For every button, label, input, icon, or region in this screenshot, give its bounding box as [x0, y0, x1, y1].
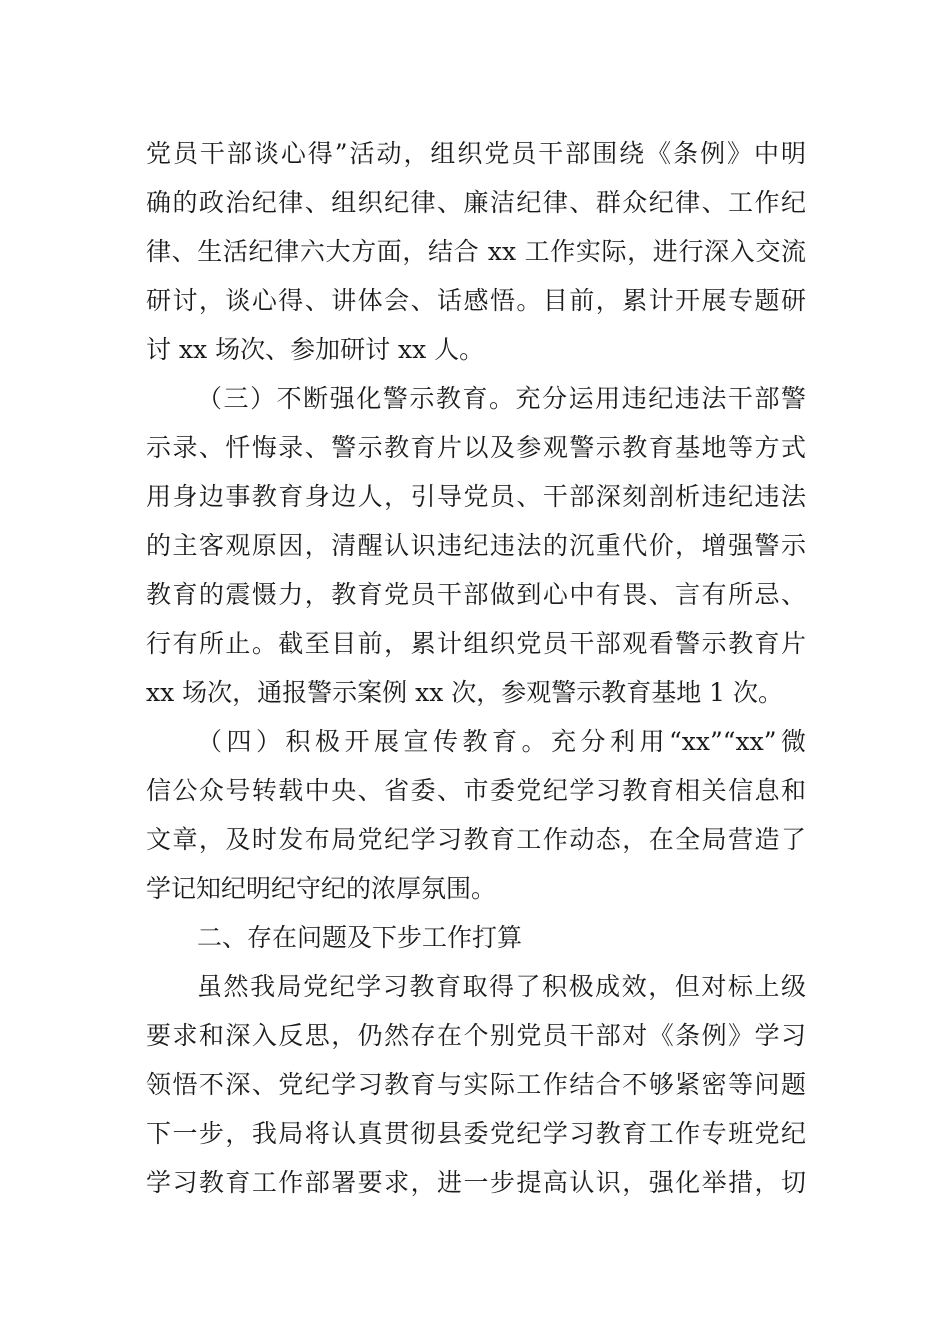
text-line: 律、生活纪律六大方面，结合 xx 工作实际，进行深入交流	[146, 237, 806, 266]
text-line: 党员干部谈心得”活动，组织党员干部围绕《条例》中明	[146, 139, 806, 168]
text-line: 教育的震慑力，教育党员干部做到心中有畏、言有所忌、	[146, 580, 806, 609]
text-line: 信公众号转载中央、省委、市委党纪学习教育相关信息和	[146, 776, 806, 805]
text-line: xx 场次，通报警示案例 xx 次，参观警示教育基地 1 次。	[146, 678, 784, 707]
text-line: 用身边事教育身边人，引导党员、干部深刻剖析违纪违法	[146, 482, 806, 511]
paragraph-first-line: 虽然我局党纪学习教育取得了积极成效，但对标上级	[197, 972, 806, 1001]
section-heading: 二、存在问题及下步工作打算	[197, 923, 523, 952]
text-line: 学记知纪明纪守纪的浓厚氛围。	[146, 874, 497, 903]
text-line: 下一步，我局将认真贯彻县委党纪学习教育工作专班党纪	[146, 1119, 806, 1148]
text-line: 要求和深入反思，仍然存在个别党员干部对《条例》学习	[146, 1021, 806, 1050]
section-3-first-line: （三）不断强化警示教育。充分运用违纪违法干部警	[197, 384, 806, 413]
text-line: 确的政治纪律、组织纪律、廉洁纪律、群众纪律、工作纪	[146, 188, 806, 217]
section-4-first-line: （四）积极开展宣传教育。充分利用“xx”“xx”微	[197, 727, 806, 756]
text-line: 示录、忏悔录、警示教育片以及参观警示教育基地等方式	[146, 433, 806, 462]
text-line: 学习教育工作部署要求，进一步提高认识，强化举措，切	[146, 1168, 806, 1197]
text-line: 行有所止。截至目前，累计组织党员干部观看警示教育片	[146, 629, 806, 658]
text-line: 讨 xx 场次、参加研讨 xx 人。	[146, 335, 485, 364]
text-line: 研讨，谈心得、讲体会、话感悟。目前，累计开展专题研	[146, 286, 806, 315]
text-line: 领悟不深、党纪学习教育与实际工作结合不够紧密等问题	[146, 1070, 806, 1099]
text-line: 的主客观原因，清醒认识违纪违法的沉重代价，增强警示	[146, 531, 806, 560]
text-line: 文章，及时发布局党纪学习教育工作动态，在全局营造了	[146, 825, 806, 854]
